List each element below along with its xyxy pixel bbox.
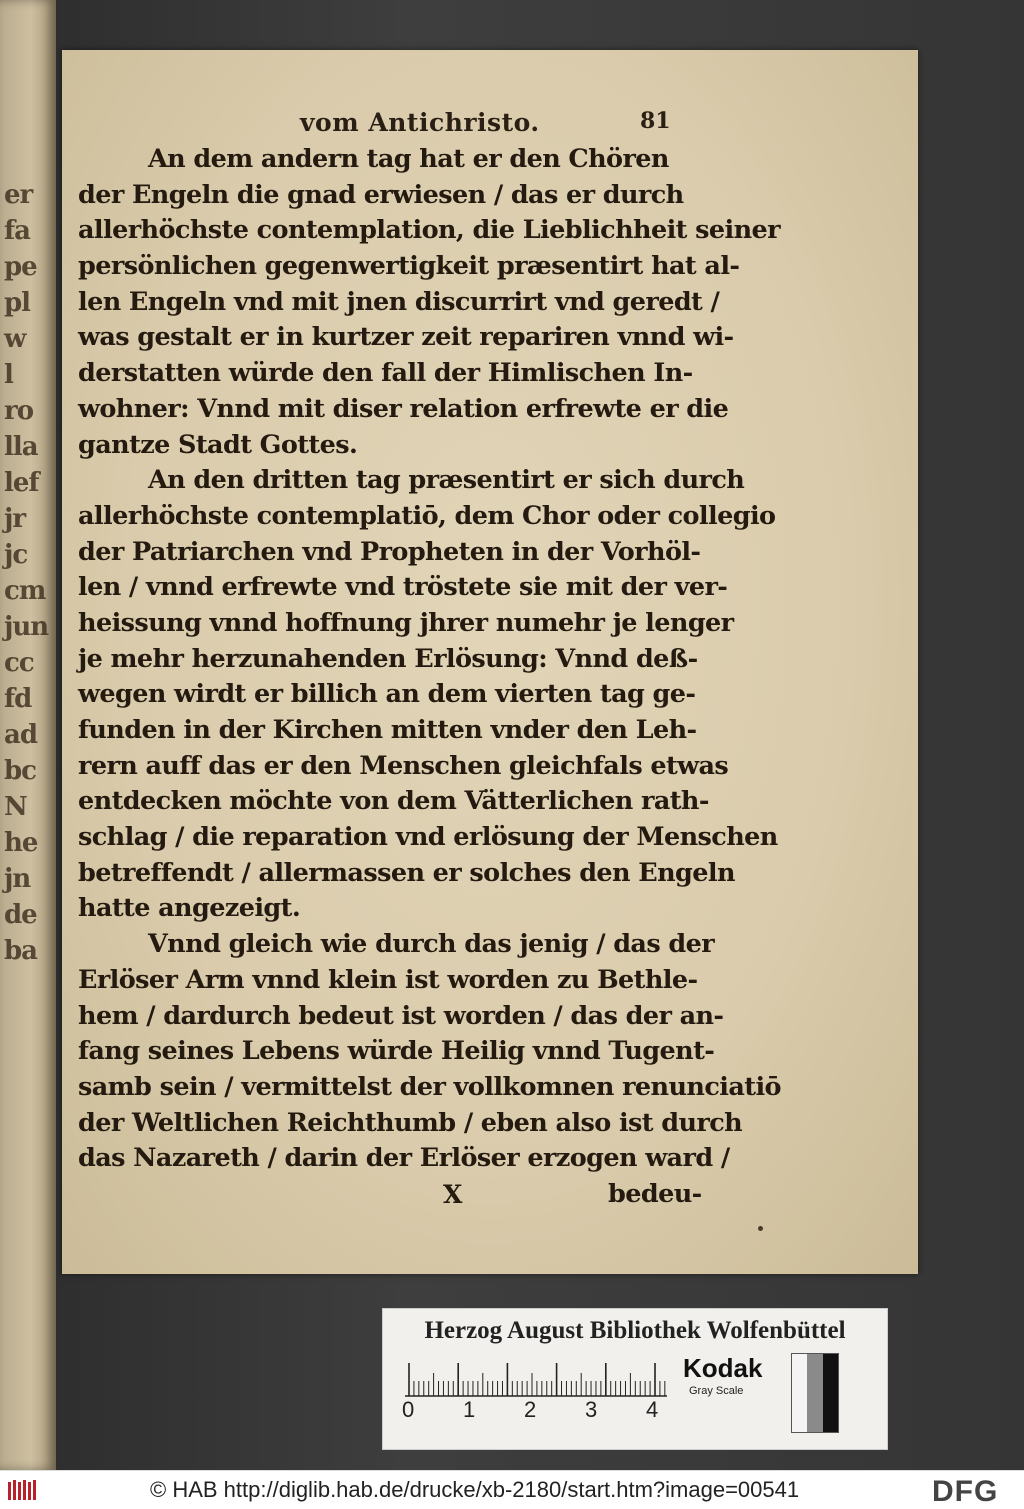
- text-line: derstatten würde den fall der Himlischen In‑: [78, 358, 693, 389]
- gray-scale-label: Gray Scale: [689, 1385, 744, 1397]
- text-line: An den dritten tag præsentirt er sich durch: [148, 465, 745, 496]
- text-line: wohner: Vnnd mit diser relation erfrewte er die: [78, 393, 729, 424]
- text-line: hatte angezeigt.: [78, 893, 301, 924]
- catchword: bedeu‑: [608, 1178, 702, 1209]
- previous-page-fragment: lla: [4, 432, 38, 462]
- text-line: je mehr herzunahenden Erlösung: Vnnd deß‑: [78, 643, 698, 674]
- previous-page-fragment: jun: [4, 612, 49, 642]
- body-text: [78, 142, 781, 1213]
- text-line: gantze Stadt Gottes.: [78, 429, 358, 460]
- text-line: betreffendt / allermassen er solches den Engeln: [78, 857, 735, 888]
- text-line: entdecken möchte von dem Vätterlichen rath‑: [78, 786, 709, 817]
- previous-page-edge: [0, 0, 56, 1470]
- book-page: [62, 50, 918, 1274]
- previous-page-fragment: cc: [4, 648, 34, 678]
- previous-page-fragment: pe: [4, 252, 37, 282]
- previous-page-fragment: ba: [4, 936, 38, 966]
- text-line: der Weltlichen Reichthumb / eben also ist durch: [78, 1107, 743, 1138]
- text-line: persönlichen gegenwertigkeit præsentirt hat al‑: [78, 251, 740, 282]
- ruler-label: 2: [524, 1397, 537, 1422]
- previous-page-fragment: fd: [4, 684, 32, 714]
- previous-page-fragment: jn: [4, 864, 31, 894]
- ruler-scale: [405, 1361, 667, 1397]
- paper-speck: [758, 1226, 763, 1231]
- previous-page-fragment: jr: [4, 504, 26, 534]
- text-line: allerhöchste contemplatiō, dem Chor oder collegio: [78, 500, 776, 531]
- text-line: samb sein / vermittelst der vollkomnen renunciatiō: [78, 1071, 781, 1102]
- text-line: das Nazareth / darin der Erlöser erzogen ward /: [78, 1143, 730, 1174]
- text-line: wegen wirdt er billich an dem vierten tag ge‑: [78, 679, 696, 710]
- previous-page-fragment: lef: [4, 468, 39, 498]
- hab-logo-icon: [6, 1478, 40, 1502]
- previous-page-fragment: ad: [4, 720, 38, 750]
- text-line: Erlöser Arm vnnd klein ist worden zu Bethle‑: [78, 964, 698, 995]
- catchword-line: [78, 1177, 718, 1213]
- page-number: 81: [640, 108, 671, 134]
- footer-credit-link[interactable]: © HAB http://diglib.hab.de/drucke/xb-2180/start.htm?image=00541: [150, 1477, 800, 1502]
- dfg-logo: DFG: [932, 1475, 999, 1508]
- text-line: hem / dardurch bedeut ist worden / das der an‑: [78, 1000, 724, 1031]
- previous-page-fragment: N: [4, 792, 27, 822]
- gray-scale-patches: [791, 1353, 839, 1433]
- ruler-label: 1: [463, 1397, 476, 1422]
- ruler-label: 0: [402, 1397, 415, 1422]
- previous-page-fragment: w: [4, 324, 26, 354]
- text-line: der Patriarchen vnd Propheten in der Vorhöl‑: [78, 536, 701, 567]
- running-title: vom Antichristo.: [300, 108, 540, 137]
- text-line: heissung vnnd hoffnung jhrer numehr je lenger: [78, 607, 734, 638]
- previous-page-fragment: fa: [4, 216, 31, 246]
- previous-page-fragment: er: [4, 180, 33, 210]
- kodak-logo: Kodak: [683, 1353, 763, 1383]
- text-line: len Engeln vnd mit jnen discurrirt vnd geredt /: [78, 286, 720, 317]
- text-line: der Engeln die gnad erwiesen / das er durch: [78, 179, 684, 210]
- library-name: Herzog August Bibliothek Wolfenbüttel: [424, 1317, 846, 1344]
- previous-page-fragment: cm: [4, 576, 46, 606]
- ruler-label: 3: [585, 1397, 598, 1422]
- text-line: Vnnd gleich wie durch das jenig / das der: [148, 929, 715, 960]
- text-line: was gestalt er in kurtzer zeit repariren vnnd wi‑: [78, 322, 734, 353]
- text-line: An dem andern tag hat er den Chören: [148, 144, 669, 174]
- text-line: allerhöchste contemplation, die Lieblichheit seiner: [78, 215, 780, 246]
- text-line: schlag / die reparation vnd erlösung der Menschen: [78, 822, 778, 853]
- previous-page-fragment: he: [4, 828, 38, 858]
- ruler-label: 4: [646, 1397, 659, 1422]
- text-line: funden in der Kirchen mitten vnder den Leh‑: [78, 715, 697, 745]
- previous-page-fragment: ro: [4, 396, 34, 426]
- footer-bar: [0, 1470, 1024, 1509]
- previous-page-fragment: l: [4, 360, 13, 390]
- previous-page-fragment: bc: [4, 756, 37, 786]
- text-line: fang seines Lebens würde Heilig vnnd Tugent‑: [78, 1036, 715, 1067]
- signature-mark: X: [443, 1179, 462, 1209]
- text-line: len / vnnd erfrewte vnd tröstete sie mit der ver‑: [78, 572, 728, 603]
- color-target-card: [382, 1308, 888, 1450]
- previous-page-fragment: pl: [4, 288, 31, 318]
- text-line: rern auff das er den Menschen gleichfals etwas: [78, 750, 729, 781]
- previous-page-fragment: jc: [4, 540, 28, 570]
- previous-page-fragment: de: [4, 900, 37, 930]
